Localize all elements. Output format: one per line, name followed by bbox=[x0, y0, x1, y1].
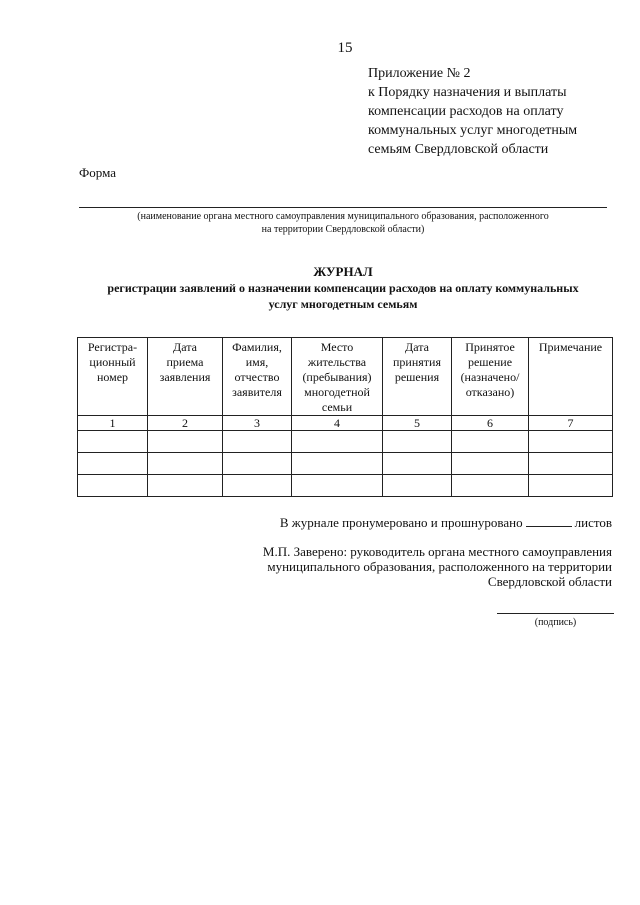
header-text: (назначено/ bbox=[460, 370, 520, 384]
table-cell bbox=[292, 453, 383, 475]
header-text: жительства bbox=[307, 355, 367, 369]
header-text: Регистра- bbox=[87, 340, 138, 354]
certification-line3: Свердловской области bbox=[487, 574, 612, 589]
table-cell bbox=[223, 475, 292, 497]
header-text: имя, bbox=[245, 355, 269, 369]
header-note bbox=[529, 338, 613, 416]
header-text: Фамилия, bbox=[232, 340, 282, 354]
table-cell bbox=[78, 475, 148, 497]
registration-journal-table bbox=[77, 337, 613, 497]
header-residence bbox=[292, 338, 383, 416]
table-row bbox=[78, 453, 613, 475]
header-text: Примечание bbox=[538, 340, 603, 354]
column-number: 4 bbox=[292, 416, 383, 431]
header-text: Место bbox=[320, 340, 354, 354]
certification-line2: муниципального образования, расположенного на территории bbox=[267, 559, 612, 574]
header-text: многодетной bbox=[304, 385, 370, 399]
form-label: Форма bbox=[79, 165, 116, 180]
table-cell bbox=[383, 453, 452, 475]
header-decision-date bbox=[383, 338, 452, 416]
header-text: заявителя bbox=[232, 385, 282, 399]
table-cell bbox=[292, 475, 383, 497]
header-application-date bbox=[148, 338, 223, 416]
appendix-reference bbox=[368, 64, 630, 159]
numbered-sheets-note bbox=[280, 514, 612, 531]
table-cell bbox=[78, 431, 148, 453]
table-cell bbox=[383, 431, 452, 453]
header-text: решение bbox=[467, 355, 513, 369]
numbered-note-prefix: В журнале пронумеровано и прошнуровано bbox=[279, 515, 523, 530]
column-number: 1 bbox=[78, 416, 148, 431]
journal-subtitle-line1: регистрации заявлений о назначении компенсации расходов на оплату коммунальных bbox=[107, 281, 579, 295]
appendix-line: семьям Свердловской области bbox=[368, 142, 549, 157]
sheet-count-blank bbox=[526, 514, 572, 527]
table-cell bbox=[452, 431, 529, 453]
column-number-row bbox=[78, 416, 613, 431]
appendix-line: к Порядку назначения и выплаты bbox=[368, 85, 567, 100]
header-text: ционный bbox=[89, 355, 136, 369]
header-text: (пребывания) bbox=[302, 370, 372, 384]
numbered-note-suffix: листов bbox=[574, 515, 612, 530]
signature-caption: (подпись) bbox=[534, 617, 577, 628]
appendix-line: коммунальных услуг многодетным bbox=[368, 123, 578, 138]
table-cell bbox=[148, 453, 223, 475]
organization-caption-line2: на территории Свердловской области) bbox=[261, 224, 425, 235]
header-decision bbox=[452, 338, 529, 416]
column-number: 3 bbox=[223, 416, 292, 431]
table-cell bbox=[292, 431, 383, 453]
column-number: 2 bbox=[148, 416, 223, 431]
appendix-line: Приложение № 2 bbox=[368, 66, 471, 81]
header-text: Дата bbox=[173, 340, 197, 354]
organization-caption-line1: (наименование органа местного самоуправления муниципального образования, расположенного bbox=[137, 211, 549, 222]
appendix-line: компенсации расходов на оплату bbox=[368, 104, 564, 119]
column-number: 7 bbox=[529, 416, 613, 431]
header-text: заявления bbox=[159, 370, 211, 384]
table-cell bbox=[223, 431, 292, 453]
table-cell bbox=[78, 453, 148, 475]
header-text: отказано) bbox=[465, 385, 515, 399]
table-header-row bbox=[78, 338, 613, 416]
column-number: 5 bbox=[383, 416, 452, 431]
journal-subtitle-line2: услуг многодетным семьям bbox=[268, 297, 418, 311]
header-text: Дата bbox=[405, 340, 429, 354]
table-cell bbox=[452, 453, 529, 475]
header-text: отчество bbox=[234, 370, 280, 384]
header-text: решения bbox=[394, 370, 440, 384]
header-text: Принятое bbox=[465, 340, 515, 354]
table-cell bbox=[223, 453, 292, 475]
organization-caption bbox=[79, 210, 607, 236]
table-cell bbox=[529, 475, 613, 497]
table-row bbox=[78, 431, 613, 453]
header-text: принятия bbox=[393, 355, 441, 369]
table-cell bbox=[529, 453, 613, 475]
table-cell bbox=[383, 475, 452, 497]
page-number: 15 bbox=[337, 40, 353, 56]
header-text: номер bbox=[96, 370, 129, 384]
journal-subtitle bbox=[79, 280, 607, 312]
column-number: 6 bbox=[452, 416, 529, 431]
signature-line bbox=[497, 613, 614, 614]
table-cell bbox=[148, 475, 223, 497]
certification-line1: М.П. Заверено: руководитель органа местного самоуправления bbox=[262, 544, 612, 559]
header-applicant-name bbox=[223, 338, 292, 416]
table-cell bbox=[148, 431, 223, 453]
header-text: приема bbox=[166, 355, 204, 369]
journal-title: ЖУРНАЛ bbox=[313, 264, 373, 279]
table-cell bbox=[452, 475, 529, 497]
organization-name-line bbox=[79, 207, 607, 208]
table-row bbox=[78, 475, 613, 497]
table-cell bbox=[529, 431, 613, 453]
certification-block bbox=[192, 544, 612, 589]
header-text: семьи bbox=[321, 400, 353, 414]
header-registration-number bbox=[78, 338, 148, 416]
